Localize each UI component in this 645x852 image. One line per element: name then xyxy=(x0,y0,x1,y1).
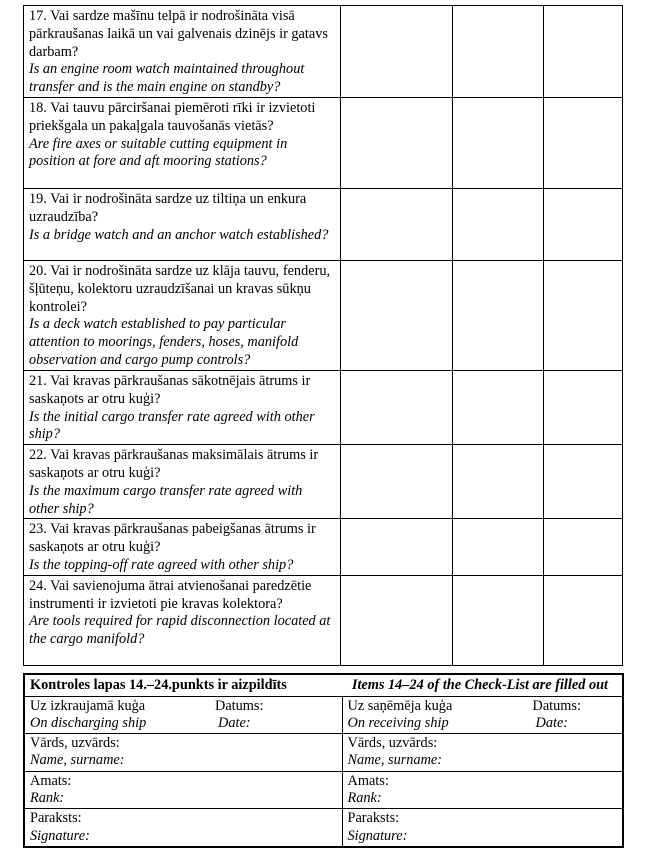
checklist-question xyxy=(24,575,341,665)
date-label-en: Date: xyxy=(535,714,569,731)
answer-cell[interactable] xyxy=(453,519,544,575)
signature-label: Paraksts: xyxy=(30,810,82,827)
name-label-en: Name, surname: xyxy=(30,752,125,769)
answer-cell[interactable] xyxy=(341,6,453,98)
question-lv: 22. Vai kravas pārkraušanas maksimālais ātrums ir saskaņots ar otru kuģi? xyxy=(29,447,319,481)
date-label: Datums: xyxy=(532,697,581,714)
question-lv: 24. Vai savienojuma ātrai atvienošanai paredzētie instrumenti ir izvietoti pie kravas kolektora? xyxy=(29,577,312,612)
rank-label-en: Rank: xyxy=(30,789,65,806)
completion-header-lv: Kontroles lapas 14.–24.punkts ir aizpildīts xyxy=(30,677,287,693)
date-label-en: Date: xyxy=(218,714,251,731)
question-lv: 21. Vai kravas pārkraušanas sākotnējais ātrums ir saskaņots ar otru kuģi? xyxy=(29,373,311,407)
answer-cell[interactable] xyxy=(453,98,544,189)
discharging-rank-cell[interactable] xyxy=(24,771,342,809)
answer-cell[interactable] xyxy=(341,445,453,519)
completion-header xyxy=(24,674,623,696)
checklist-question xyxy=(24,371,341,445)
answer-cell[interactable] xyxy=(544,445,623,519)
discharging-name-cell[interactable] xyxy=(24,734,342,772)
receiving-ship-cell[interactable] xyxy=(342,696,623,734)
question-en: Is the topping-off rate agreed with other ship? xyxy=(29,556,294,573)
answer-cell[interactable] xyxy=(453,575,544,665)
receiving-name-cell[interactable] xyxy=(342,734,623,772)
signature-label-en: Signature: xyxy=(347,827,408,844)
answer-cell[interactable] xyxy=(544,98,623,189)
question-en: Is the maximum cargo transfer rate agreed with other ship? xyxy=(29,482,303,517)
discharging-ship-cell[interactable] xyxy=(24,696,342,734)
answer-cell[interactable] xyxy=(341,371,453,445)
date-label: Datums: xyxy=(215,697,264,714)
question-en: Is the initial cargo transfer rate agreed with other ship? xyxy=(29,408,315,443)
checklist-question xyxy=(24,6,341,98)
checklist-row xyxy=(24,98,623,189)
answer-cell[interactable] xyxy=(544,519,623,575)
answer-cell[interactable] xyxy=(341,575,453,665)
checklist-question xyxy=(24,519,341,575)
checklist-row xyxy=(24,6,623,98)
discharging-ship-label: Uz izkraujamā kuģa xyxy=(30,697,146,714)
signature-table xyxy=(23,673,624,848)
answer-cell[interactable] xyxy=(453,189,544,261)
receiving-signature-cell[interactable] xyxy=(342,809,623,847)
question-lv: 18. Vai tauvu pārciršanai piemēroti rīki ir izvietoti priekšgala un pakaļgala tauvošanās vietās? xyxy=(29,100,316,134)
question-en: Is a bridge watch and an anchor watch established? xyxy=(29,226,329,243)
completion-header-en: Items 14–24 of the Check-List are filled out xyxy=(351,677,609,693)
question-en: Is an engine room watch maintained throughout transfer and is the main engine on standby? xyxy=(29,61,305,96)
question-lv: 19. Vai ir nodrošināta sardze uz tiltiņa un enkura uzraudzība? xyxy=(29,191,307,225)
rank-label: Amats: xyxy=(30,772,72,789)
answer-cell[interactable] xyxy=(453,371,544,445)
signature-label: Paraksts: xyxy=(347,810,400,827)
answer-cell[interactable] xyxy=(453,445,544,519)
signature-label-en: Signature: xyxy=(30,827,90,844)
receiving-ship-label: Uz saņēmēja kuģa xyxy=(347,697,453,714)
question-lv: 20. Vai ir nodrošināta sardze uz klāja tauvu, fenderu, šļūteņu, kolektoru uzraudzīšanai un kravas sūkņu kontrolei? xyxy=(29,263,331,315)
checklist-table xyxy=(23,5,623,666)
checklist-row xyxy=(24,261,623,371)
answer-cell[interactable] xyxy=(453,6,544,98)
receiving-rank-cell[interactable] xyxy=(342,771,623,809)
answer-cell[interactable] xyxy=(341,519,453,575)
name-label: Vārds, uzvārds: xyxy=(347,735,438,752)
name-label: Vārds, uzvārds: xyxy=(30,735,120,752)
checklist-question xyxy=(24,261,341,371)
checklist-row xyxy=(24,371,623,445)
checklist-row xyxy=(24,189,623,261)
answer-cell[interactable] xyxy=(544,261,623,371)
checklist-row xyxy=(24,519,623,575)
question-en: Are tools required for rapid disconnection located at the cargo manifold? xyxy=(29,613,331,648)
rank-label-en: Rank: xyxy=(347,789,382,806)
checklist-question xyxy=(24,98,341,189)
receiving-ship-label-en: On receiving ship xyxy=(347,714,449,731)
answer-cell[interactable] xyxy=(453,261,544,371)
discharging-signature-cell[interactable] xyxy=(24,809,342,847)
question-en: Is a deck watch established to pay particular attention to moorings, fenders, hoses, manifold observation and cargo pump controls? xyxy=(29,316,299,368)
answer-cell[interactable] xyxy=(544,575,623,665)
answer-cell[interactable] xyxy=(341,261,453,371)
question-lv: 17. Vai sardze mašīnu telpā ir nodrošināta visā pārkraušanas laikā un vai galvenais dzinējs ir gatavs darbam? xyxy=(29,8,328,60)
checklist-row xyxy=(24,575,623,665)
discharging-ship-label-en: On discharging ship xyxy=(30,714,147,731)
answer-cell[interactable] xyxy=(341,98,453,189)
checklist-row xyxy=(24,445,623,519)
answer-cell[interactable] xyxy=(544,371,623,445)
rank-label: Amats: xyxy=(347,772,389,789)
question-en: Are fire axes or suitable cutting equipment in position at fore and aft mooring stations? xyxy=(29,135,288,170)
question-lv: 23. Vai kravas pārkraušanas pabeigšanas ātrums ir saskaņots ar otru kuģi? xyxy=(29,521,316,556)
checklist-question xyxy=(24,189,341,261)
answer-cell[interactable] xyxy=(341,189,453,261)
answer-cell[interactable] xyxy=(544,6,623,98)
name-label-en: Name, surname: xyxy=(347,752,443,769)
checklist-question xyxy=(24,445,341,519)
answer-cell[interactable] xyxy=(544,189,623,261)
